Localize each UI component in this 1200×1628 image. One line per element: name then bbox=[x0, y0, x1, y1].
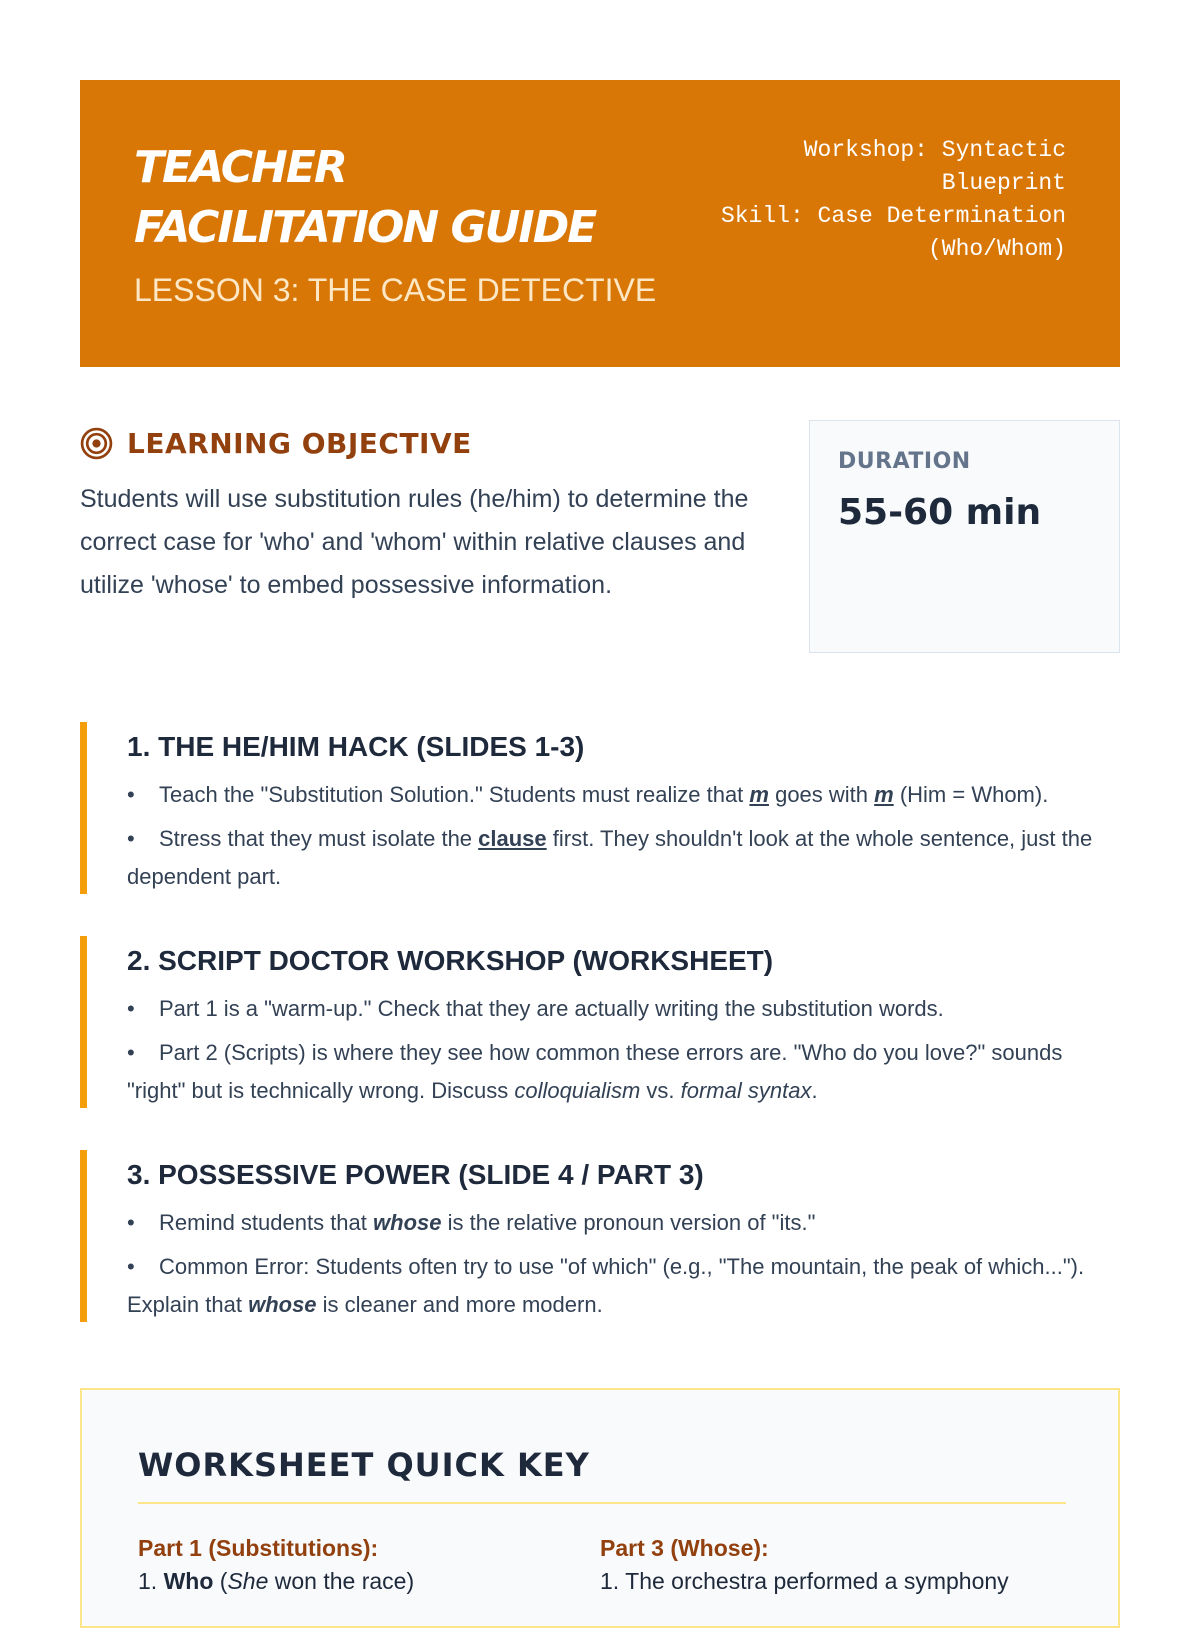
worksheet-quick-key bbox=[80, 1388, 1120, 1628]
duration-value: 55-60 min bbox=[838, 492, 1042, 533]
title-line-2: FACILITATION GUIDE bbox=[134, 202, 596, 253]
target-icon bbox=[80, 427, 113, 460]
substitution-she: She bbox=[227, 1568, 269, 1594]
emphasis-whose: whose bbox=[373, 1210, 442, 1235]
quick-key-columns bbox=[138, 1532, 1062, 1598]
list-item: • Part 1 is a "warm-up." Check that they are actually writing the substitution words. bbox=[127, 990, 1120, 1028]
list-item: • Part 2 (Scripts) is where they see how common these errors are. "Who do you love?" sounds "right" but is technically wrong. Discuss colloquialism vs. formal syntax. bbox=[127, 1034, 1120, 1110]
learning-objective bbox=[80, 420, 760, 607]
part1-heading: Part 1 (Substitutions): bbox=[138, 1535, 379, 1561]
emphasis-formal-syntax: formal syntax bbox=[680, 1078, 812, 1103]
bullet-icon: • bbox=[127, 1254, 135, 1279]
part3-heading: Part 3 (Whose): bbox=[600, 1535, 769, 1561]
emphasis-clause: clause bbox=[478, 826, 547, 851]
list-item: • Teach the "Substitution Solution." Students must realize that m goes with m (Him = Whom). bbox=[127, 776, 1120, 814]
section-title: 2. SCRIPT DOCTOR WORKSHOP (WORKSHEET) bbox=[127, 945, 774, 976]
bullet-icon: • bbox=[127, 1040, 135, 1065]
workshop-label: Workshop: Syntactic Blueprint bbox=[803, 137, 1066, 196]
skill-label: Skill: Case Determination (Who/Whom) bbox=[720, 203, 1066, 262]
section-he-him-hack bbox=[80, 722, 1120, 894]
bullet-icon: • bbox=[127, 996, 135, 1021]
emphasis-m: m bbox=[749, 782, 769, 807]
section-possessive-power bbox=[80, 1150, 1120, 1322]
section-title: 1. THE HE/HIM HACK (SLIDES 1-3) bbox=[127, 731, 585, 762]
title-line-1: TEACHER bbox=[134, 142, 346, 193]
emphasis-m: m bbox=[874, 782, 894, 807]
section-script-doctor bbox=[80, 936, 1120, 1108]
emphasis-whose: whose bbox=[248, 1292, 317, 1317]
lesson-subtitle: LESSON 3: THE CASE DETECTIVE bbox=[134, 272, 657, 308]
answer-who: Who bbox=[163, 1568, 214, 1594]
divider bbox=[138, 1502, 1066, 1504]
duration-card bbox=[809, 420, 1120, 653]
objective-title: LEARNING OBJECTIVE bbox=[127, 426, 472, 460]
section-title: 3. POSSESSIVE POWER (SLIDE 4 / PART 3) bbox=[127, 1159, 704, 1190]
header-meta bbox=[686, 134, 1066, 266]
bullet-icon: • bbox=[127, 826, 135, 851]
list-item: • Common Error: Students often try to use "of which" (e.g., "The mountain, the peak of which..."). Explain that whose is cleaner and more modern. bbox=[127, 1248, 1120, 1324]
quick-key-part3 bbox=[600, 1532, 1062, 1598]
duration-label: DURATION bbox=[838, 449, 971, 474]
bullet-icon: • bbox=[127, 782, 135, 807]
list-item: • Stress that they must isolate the clause first. They shouldn't look at the whole sentence, just the dependent part. bbox=[127, 820, 1120, 896]
emphasis-colloquialism: colloquialism bbox=[514, 1078, 641, 1103]
list-item: 1. The orchestra performed a symphony bbox=[600, 1568, 1009, 1594]
page-title bbox=[134, 138, 674, 258]
objective-text: Students will use substitution rules (he/him) to determine the correct case for 'who' and 'whom' within relative clauses and utilize 'whose' to embed possessive information. bbox=[80, 485, 749, 599]
objective-header bbox=[80, 420, 760, 466]
header-banner bbox=[80, 80, 1120, 367]
list-item: • Remind students that whose is the relative pronoun version of "its." bbox=[127, 1204, 1120, 1242]
list-item: 1. Who (She won the race) bbox=[138, 1568, 415, 1594]
quick-key-part1 bbox=[138, 1532, 600, 1598]
bullet-icon: • bbox=[127, 1210, 135, 1235]
quick-key-title: WORKSHEET QUICK KEY bbox=[138, 1446, 590, 1484]
